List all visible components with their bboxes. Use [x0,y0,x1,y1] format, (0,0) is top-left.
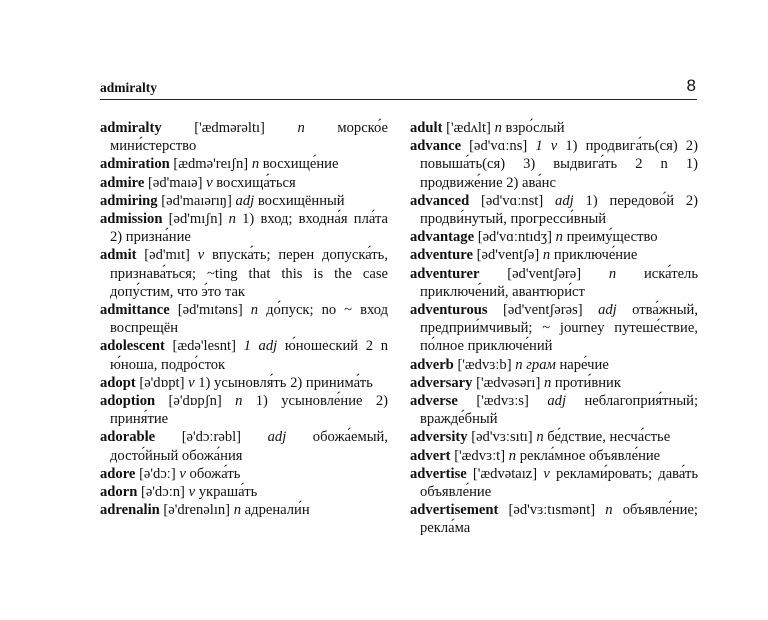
definition: морско́е мини́стерство [110,120,388,155]
pronunciation: ['ædvɜːt] [454,447,506,464]
definition: адренали́н [244,502,310,519]
part-of-speech: n [605,502,613,519]
pronunciation: [əd'vɑːntıdʒ] [477,229,553,246]
pronunciation: [əd'vɜːtısmənt] [508,502,596,519]
dictionary-entry [100,337,388,373]
pronunciation: [əd'ventʃərə] [507,265,582,282]
part-of-speech: n [235,393,243,410]
pronunciation: [əd'mıt] [144,247,190,264]
pronunciation: [əd'maıərıŋ] [161,192,232,209]
page-number: 8 [686,76,696,95]
pronunciation: ['ædmərəltı] [194,120,265,136]
page-header [100,78,696,100]
part-of-speech: n [555,229,563,246]
pronunciation: [ə'dɒpʃn] [168,393,222,410]
part-of-speech: adj [547,393,566,410]
pronunciation: [əd'mıtəns] [177,302,243,319]
headword: advantage [410,229,475,246]
pronunciation: [əd'vɑːnst] [481,192,544,209]
dictionary-entry [410,265,698,301]
pronunciation: [əd'vɑːns] [469,138,528,155]
pronunciation: [əd'ventʃərəs] [503,302,583,319]
definition: проти́вник [554,374,621,391]
part-of-speech: n [508,447,517,464]
headword: admiring [100,192,158,209]
definition: рекла́мное объявле́ние [519,447,661,464]
headword: adolescent [100,338,165,355]
part-of-speech: v [188,484,196,501]
part-of-speech: n [233,502,242,519]
dictionary-entry [100,246,388,301]
pronunciation: ['ædvɜːb] [457,356,512,373]
headword: advance [410,138,462,155]
part-of-speech: n [543,374,552,391]
headword: adverse [410,393,458,410]
dictionary-entry [410,137,698,192]
part-of-speech: n [228,211,236,228]
headword: admire [100,174,145,191]
definition: восхищённый [257,192,345,209]
definition: приключе́ние [553,247,638,264]
pronunciation: [ə'dɒpt] [139,374,185,391]
dictionary-entry [100,465,388,483]
definition: бе́дствие, несча́стье [547,429,671,446]
part-of-speech: n [494,120,502,136]
headword: adverb [410,356,454,373]
part-of-speech: n [536,429,544,446]
dictionary-entry [410,192,698,228]
headword: adorable [100,429,156,446]
definition: впуска́ть; перен допуска́ть, признава́ться; ~ting that this is the case допу́стим, что э́то так [110,247,388,300]
definition: 1) усыновля́ть 2) принима́ть [198,374,373,391]
pronunciation: [ædmə'reıʃn] [173,156,249,173]
headword: adversity [410,429,468,446]
part-of-speech: v [188,374,195,391]
headword: adore [100,465,136,482]
definition: преиму́щество [566,229,658,246]
definition: до́пуск; no ~ вход воспрещён [110,302,388,337]
dictionary-entry [100,483,388,501]
definition: наре́чие [559,356,609,373]
part-of-speech: n [542,247,551,264]
pronunciation: [əd'ventʃə] [476,247,540,264]
headword: adult [410,120,443,136]
headword: admission [100,211,163,228]
part-of-speech: v [543,465,550,482]
definition: 1) продвига́ть(ся) 2) повыша́ть(ся) 3) выдвига́ть 2 n 1) продвиже́ние 2) ава́нс [420,138,698,191]
pronunciation: ['ædʌlt] [446,120,491,136]
part-of-speech: 1 adj [243,338,278,355]
pronunciation: [əd'maıə] [147,174,203,191]
dictionary-entry [410,228,698,246]
part-of-speech: n [250,302,259,319]
pronunciation: [ə'dɔːn] [140,484,185,501]
dictionary-entry [410,447,698,465]
definition: 1) передово́й 2) продви́нутый, прогресси́вный [420,192,698,228]
headword: admiration [100,156,170,173]
part-of-speech: v [179,465,186,482]
dictionary-entry [410,246,698,264]
part-of-speech: v [197,247,205,264]
definition: отва́жный, предприи́мчивый; ~ journey путеше́ствие, по́лное приключе́ний [420,302,698,355]
part-of-speech: adj [598,302,617,319]
dictionary-entry [410,465,698,501]
definition: восхища́ться [216,174,296,191]
part-of-speech: 1 v [535,138,558,155]
definition: 1) вход; входна́я пла́та 2) призна́ние [110,211,389,246]
part-of-speech: adj [555,192,574,209]
part-of-speech: v [206,174,213,191]
dictionary-entry [100,428,388,464]
pronunciation: [ə'dɔːrəbl] [181,429,242,446]
definition: восхище́ние [262,156,339,173]
pronunciation: [əd'mıʃn] [168,211,223,228]
pronunciation: ['ædvɜːs] [476,393,529,410]
dictionary-entry [100,192,388,210]
definition: объявле́ние; рекла́ма [420,502,698,537]
headword: advertise [410,465,467,482]
dictionary-entry [100,501,388,519]
dictionary-entry [410,301,698,356]
dictionary-entry [100,392,388,428]
part-of-speech: adj [235,192,255,209]
headword: admittance [100,302,170,319]
headword: advertisement [410,502,499,519]
headword: adversary [410,374,473,391]
headword: adorn [100,484,138,501]
header-rule [100,99,697,100]
dictionary-entry [100,155,388,173]
dictionary-entry [410,119,698,137]
dictionary-entry [100,119,388,155]
definition: взро́слый [505,120,565,136]
pronunciation: ['ædvəsərı] [476,374,541,391]
headword: adoption [100,393,156,410]
dictionary-entry [410,356,698,374]
dictionary-entry [410,428,698,446]
pronunciation: [ædə'lesnt] [172,338,236,355]
definition: неблагоприя́тный; вражде́бный [420,393,698,428]
dictionary-entry [410,374,698,392]
dictionary-entry [410,392,698,428]
headword: admiralty [100,120,162,136]
definition: обожа́емый, досто́йный обожа́ния [110,429,388,464]
dictionary-entry [100,174,388,192]
headword: adventurous [410,302,488,319]
headword: adopt [100,374,136,391]
dictionary-entry [100,210,388,246]
headword: advanced [410,192,470,209]
part-of-speech: n [251,156,260,173]
definition: украша́ть [198,484,258,501]
dictionary-entry [100,301,388,337]
running-head: admiralty [100,80,157,95]
right-column [410,119,698,538]
pronunciation: [əd'vɜːsıtı] [471,429,533,446]
definition: обожа́ть [189,465,241,482]
part-of-speech: n грам [515,356,556,373]
pronunciation: [ə'drenəlın] [163,502,231,519]
part-of-speech: n [297,120,305,136]
left-column [100,119,388,519]
definition: ю́ношеский 2 n ю́ноша, подро́сток [110,338,389,373]
part-of-speech: n [608,265,617,282]
dictionary-entry [410,501,698,537]
part-of-speech: adj [267,429,287,446]
headword: adrenalin [100,502,160,519]
definition: 1) усыновле́ние 2) приня́тие [110,393,389,428]
headword: adventurer [410,265,480,282]
headword: adventure [410,247,473,264]
pronunciation: ['ædvətaız] [472,465,538,482]
headword: advert [410,447,451,464]
definition: иска́тель приключе́ний, авантюри́ст [420,265,698,300]
dictionary-entry [100,374,388,392]
definition: реклами́ровать; дава́ть объявле́ние [420,465,699,501]
pronunciation: [ə'dɔː] [139,465,176,482]
headword: admit [100,247,137,264]
